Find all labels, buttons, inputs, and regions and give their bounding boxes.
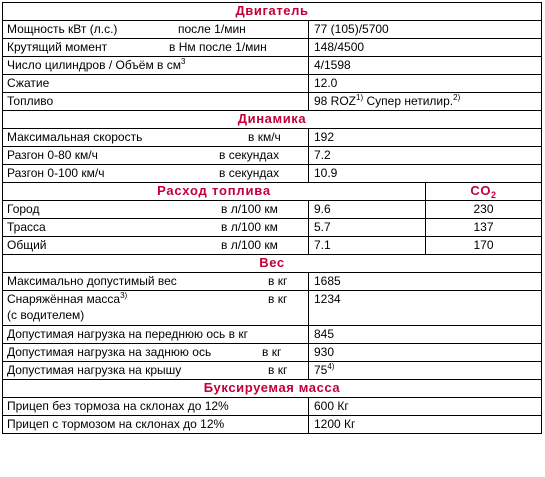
section-header-fuel <box>3 183 542 201</box>
row-value: 5.7 <box>309 219 426 237</box>
row-label: Разгон 0-80 км/ч <box>7 148 98 162</box>
row-unit: в км/ч <box>248 130 281 144</box>
row-label: Максимальная скорость <box>7 130 143 144</box>
section-header-engine <box>3 3 542 21</box>
row-label: Снаряжённая масса <box>7 292 121 306</box>
row-unit: после 1/мин <box>178 22 246 36</box>
row-label: Трасса <box>7 220 46 234</box>
table-row <box>3 165 542 183</box>
table-row <box>3 219 542 237</box>
table-row <box>3 75 542 93</box>
row-unit: в кг <box>268 363 288 377</box>
row-label: Город <box>7 202 40 216</box>
row-label-sup: 3 <box>181 57 186 66</box>
row-label: Мощность кВт (л.с.) <box>7 22 118 36</box>
row-unit: в кг <box>268 274 288 288</box>
row-unit: в кг <box>268 292 288 306</box>
table-row <box>3 416 542 434</box>
row-unit: в секундах <box>219 166 280 180</box>
co2-value: 170 <box>426 237 542 255</box>
spec-sheet <box>2 2 541 434</box>
row-value: 148/4500 <box>309 39 542 57</box>
row-value: 10.9 <box>309 165 542 183</box>
row-label: Сжатие <box>3 75 309 93</box>
section-title: Расход топлива <box>3 183 426 201</box>
section-header-towing <box>3 380 542 398</box>
row-label: Прицеп с тормозом на склонах до 12% <box>3 416 309 434</box>
section-header-weight <box>3 255 542 273</box>
row-unit: в секундах <box>219 148 280 162</box>
fuel-type-b: Супер нетилир. <box>363 94 454 108</box>
table-row <box>3 21 542 39</box>
section-title: Двигатель <box>3 3 542 21</box>
table-row <box>3 201 542 219</box>
row-unit: в кг <box>262 345 282 359</box>
table-row <box>3 344 542 362</box>
section-title: Динамика <box>3 111 542 129</box>
section-title: Вес <box>3 255 542 273</box>
row-label: Прицеп без тормоза на склонах до 12% <box>3 398 309 416</box>
row-label: Допустимая нагрузка на заднюю ось <box>7 345 212 359</box>
table-row <box>3 237 542 255</box>
section-header-dynamics <box>3 111 542 129</box>
footnote-mark: 1) <box>356 93 364 102</box>
row-label: Число цилиндров / Объём в см <box>7 58 182 72</box>
row-unit: в Нм после 1/мин <box>169 40 267 54</box>
row-value: 12.0 <box>309 75 542 93</box>
row-unit: в л/100 км <box>221 220 278 234</box>
table-row <box>3 362 542 380</box>
row-value: 845 <box>309 326 542 344</box>
row-value: 600 Кг <box>309 398 542 416</box>
footnote-mark: 2) <box>453 93 461 102</box>
row-unit: в л/100 км <box>221 238 278 252</box>
row-label: Разгон 0-100 км/ч <box>7 166 105 180</box>
row-value: 1200 Кг <box>309 416 542 434</box>
row-value: 1234 <box>309 291 542 326</box>
row-label-line2: (с водителем) <box>7 308 85 322</box>
table-row <box>3 398 542 416</box>
co2-value: 137 <box>426 219 542 237</box>
row-value: 77 (105)/5700 <box>309 21 542 39</box>
table-row <box>3 39 542 57</box>
co2-value: 230 <box>426 201 542 219</box>
row-value: 75 <box>314 363 328 377</box>
row-value: 9.6 <box>309 201 426 219</box>
spec-table <box>2 2 542 434</box>
table-row <box>3 291 542 326</box>
row-value: 7.2 <box>309 147 542 165</box>
footnote-mark: 4) <box>327 362 335 371</box>
table-row <box>3 129 542 147</box>
table-row <box>3 273 542 291</box>
row-value: 4/1598 <box>309 57 542 75</box>
table-row <box>3 57 542 75</box>
row-unit: в л/100 км <box>221 202 278 216</box>
table-row <box>3 93 542 111</box>
row-value: 7.1 <box>309 237 426 255</box>
row-label: Крутящий момент <box>7 40 108 54</box>
table-row <box>3 147 542 165</box>
section-title: Буксируемая масса <box>3 380 542 398</box>
footnote-mark: 3) <box>120 291 128 300</box>
row-value: 930 <box>309 344 542 362</box>
row-label: Общий <box>7 238 47 252</box>
co2-header: $CO_2$ <box>426 183 542 201</box>
row-label: Максимально допустимый вес <box>7 274 177 288</box>
row-label: Допустимая нагрузка на крышу <box>7 363 182 377</box>
table-row <box>3 326 542 344</box>
row-value: 1685 <box>309 273 542 291</box>
row-label: Допустимая нагрузка на переднюю ось в кг <box>3 326 309 344</box>
row-value: 192 <box>309 129 542 147</box>
row-label: Топливо <box>3 93 309 111</box>
fuel-type-a: 98 ROZ <box>314 94 357 108</box>
